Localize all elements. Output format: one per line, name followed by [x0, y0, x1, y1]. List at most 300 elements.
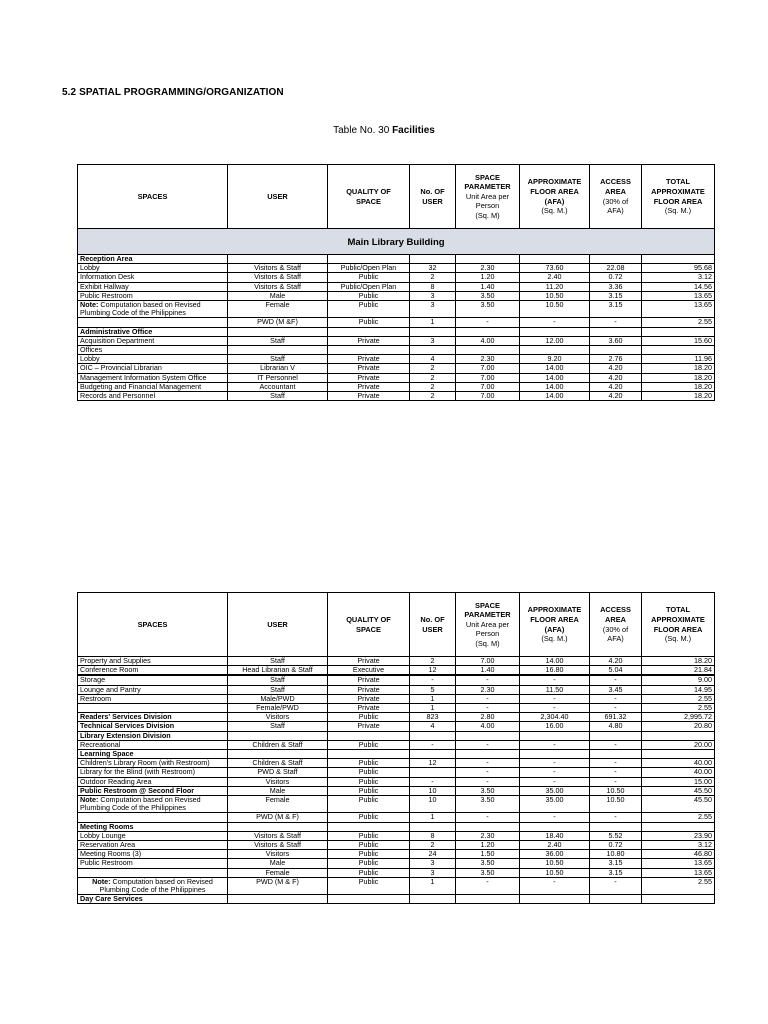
cell-quality: Public	[328, 859, 410, 868]
cell-space: Acquisition Department	[78, 336, 228, 345]
cell-no-of-user: 3	[410, 868, 456, 877]
cell-access-area: 10.50	[590, 786, 642, 795]
cell-afa: -	[520, 768, 590, 777]
cell-total: 2.55	[642, 704, 715, 713]
cell-no-of-user: 823	[410, 713, 456, 722]
cell-afa: 14.00	[520, 657, 590, 666]
table-row	[78, 273, 715, 282]
cell-space-parameter: -	[456, 759, 520, 768]
cell-total: 3.12	[642, 841, 715, 850]
cell-total: 13.65	[642, 868, 715, 877]
cell-space-parameter: -	[456, 318, 520, 327]
cell-no-of-user: 12	[410, 759, 456, 768]
cell-total: 40.00	[642, 768, 715, 777]
cell-access-area: 3.60	[590, 336, 642, 345]
cell-quality: Private	[328, 676, 410, 685]
cell-quality: Public	[328, 273, 410, 282]
cell-user: PWD (M &F)	[228, 318, 328, 327]
cell-quality: Executive	[328, 666, 410, 675]
cell-space-parameter: -	[456, 740, 520, 749]
cell-afa: 12.00	[520, 336, 590, 345]
cell-space: Note: Computation based on Revised Plumbing Code of the Philippines	[78, 301, 228, 318]
cell-user: Children & Staff	[228, 740, 328, 749]
cell-no-of-user: 2	[410, 841, 456, 850]
cell-space: Restroom	[78, 694, 228, 703]
cell-user: Staff	[228, 392, 328, 401]
cell-space: Administrative Office	[78, 327, 228, 336]
cell-user: PWD (M & F)	[228, 877, 328, 894]
cell-total	[642, 822, 715, 831]
cell-no-of-user: 2	[410, 382, 456, 391]
cell-quality	[328, 731, 410, 740]
cell-afa: 16.80	[520, 666, 590, 675]
cell-user: Visitors	[228, 777, 328, 786]
cell-space: Library Extension Division	[78, 731, 228, 740]
cell-total: 11.96	[642, 355, 715, 364]
cell-access-area: -	[590, 759, 642, 768]
cell-quality: Public	[328, 777, 410, 786]
cell-space-parameter	[456, 895, 520, 904]
cell-space: Library for the Blind (with Restroom)	[78, 768, 228, 777]
cell-space-parameter: 4.00	[456, 336, 520, 345]
table-row	[78, 392, 715, 401]
cell-space: Lounge and Pantry	[78, 685, 228, 694]
cell-afa: 10.50	[520, 301, 590, 318]
cell-afa: -	[520, 318, 590, 327]
cell-user: PWD (M & F)	[228, 813, 328, 822]
cell-space-parameter: 4.00	[456, 722, 520, 731]
cell-no-of-user: 3	[410, 301, 456, 318]
cell-space: Children's Library Room (with Restroom)	[78, 759, 228, 768]
cell-access-area: 3.15	[590, 291, 642, 300]
cell-space-parameter: 1.40	[456, 666, 520, 675]
cell-total: 23.90	[642, 831, 715, 840]
cell-total: 2.55	[642, 877, 715, 894]
table-row	[78, 327, 715, 336]
table-title	[0, 125, 768, 136]
header-access-area: ACCESS AREA (30% of AFA)	[590, 165, 642, 229]
cell-user: Visitors & Staff	[228, 831, 328, 840]
cell-no-of-user	[410, 327, 456, 336]
cell-space: Reservation Area	[78, 841, 228, 850]
cell-total: 13.65	[642, 291, 715, 300]
cell-space: OIC – Provincial Librarian	[78, 364, 228, 373]
cell-space	[78, 318, 228, 327]
cell-total: 18.20	[642, 382, 715, 391]
cell-space: Reception Area	[78, 255, 228, 264]
cell-space-parameter: 1.20	[456, 841, 520, 850]
cell-afa: -	[520, 740, 590, 749]
cell-afa: 2,304.40	[520, 713, 590, 722]
cell-user: Accountant	[228, 382, 328, 391]
cell-total: 45.50	[642, 786, 715, 795]
cell-access-area: 691.32	[590, 713, 642, 722]
cell-total: 3.12	[642, 273, 715, 282]
cell-access-area: -	[590, 740, 642, 749]
cell-quality: Private	[328, 685, 410, 694]
cell-space: Technical Services Division	[78, 722, 228, 731]
cell-space-parameter: -	[456, 704, 520, 713]
cell-no-of-user: 1	[410, 877, 456, 894]
cell-access-area: 4.20	[590, 382, 642, 391]
cell-user: Visitors	[228, 713, 328, 722]
table-row	[78, 282, 715, 291]
cell-no-of-user: 4	[410, 722, 456, 731]
cell-space-parameter: 2.80	[456, 713, 520, 722]
cell-space-parameter: 2.30	[456, 264, 520, 273]
table-row	[78, 796, 715, 813]
header-space-parameter: SPACE PARAMETER Unit Area per Person (Sq. M)	[456, 165, 520, 229]
cell-total: 14.56	[642, 282, 715, 291]
cell-access-area: 5.04	[590, 666, 642, 675]
cell-quality	[328, 822, 410, 831]
cell-no-of-user: 24	[410, 850, 456, 859]
cell-space: Exhibit Hallway	[78, 282, 228, 291]
cell-total: 2.55	[642, 813, 715, 822]
cell-total	[642, 731, 715, 740]
header-space-parameter: SPACE PARAMETER Unit Area per Person (Sq. M)	[456, 593, 520, 657]
cell-space-parameter: 3.50	[456, 859, 520, 868]
cell-quality: Private	[328, 382, 410, 391]
cell-access-area: 4.20	[590, 392, 642, 401]
cell-access-area: -	[590, 768, 642, 777]
cell-space-parameter: 3.50	[456, 796, 520, 813]
cell-no-of-user: 32	[410, 264, 456, 273]
cell-access-area: 10.50	[590, 796, 642, 813]
cell-afa: 14.00	[520, 373, 590, 382]
cell-no-of-user: 5	[410, 685, 456, 694]
cell-user: Visitors & Staff	[228, 282, 328, 291]
cell-quality: Private	[328, 373, 410, 382]
cell-afa	[520, 731, 590, 740]
cell-total: 14.95	[642, 685, 715, 694]
cell-afa: 18.40	[520, 831, 590, 840]
cell-quality: Private	[328, 722, 410, 731]
cell-space-parameter: -	[456, 768, 520, 777]
cell-space: Conference Room	[78, 666, 228, 675]
table-row	[78, 666, 715, 675]
cell-access-area: 4.80	[590, 722, 642, 731]
cell-afa: 36.00	[520, 850, 590, 859]
cell-quality: Public	[328, 850, 410, 859]
cell-access-area: 4.20	[590, 364, 642, 373]
cell-afa: 35.00	[520, 796, 590, 813]
cell-afa: 16.00	[520, 722, 590, 731]
cell-space-parameter: 2.30	[456, 831, 520, 840]
cell-space: Property and Supplies	[78, 657, 228, 666]
cell-no-of-user	[410, 731, 456, 740]
cell-afa: -	[520, 676, 590, 685]
cell-user	[228, 327, 328, 336]
cell-no-of-user: 1	[410, 318, 456, 327]
cell-total: 21.84	[642, 666, 715, 675]
cell-afa: -	[520, 777, 590, 786]
section-heading: 5.2 SPATIAL PROGRAMMING/ORGANIZATION	[62, 87, 284, 98]
cell-access-area	[590, 327, 642, 336]
table-row	[78, 694, 715, 703]
cell-space: Note: Computation based on Revised Plumbing Code of the Philippines	[78, 877, 228, 894]
cell-space	[78, 813, 228, 822]
table-row	[78, 868, 715, 877]
cell-no-of-user: 2	[410, 657, 456, 666]
band-row	[78, 229, 715, 255]
cell-total: 15.60	[642, 336, 715, 345]
cell-space-parameter: 7.00	[456, 657, 520, 666]
header-afa: APPROXIMATE FLOOR AREA (AFA) (Sq. M.)	[520, 593, 590, 657]
cell-quality: Public/Open Plan	[328, 282, 410, 291]
table-row	[78, 859, 715, 868]
cell-access-area: 4.20	[590, 657, 642, 666]
cell-quality: Public	[328, 831, 410, 840]
cell-access-area: 3.36	[590, 282, 642, 291]
cell-space: Recreational	[78, 740, 228, 749]
table-row	[78, 722, 715, 731]
cell-access-area: -	[590, 813, 642, 822]
cell-total: 20.00	[642, 740, 715, 749]
cell-space-parameter: 7.00	[456, 392, 520, 401]
cell-user	[228, 731, 328, 740]
cell-space: Learning Space	[78, 750, 228, 759]
cell-space: Budgeting and Financial Management	[78, 382, 228, 391]
cell-space-parameter	[456, 822, 520, 831]
cell-no-of-user: 4	[410, 355, 456, 364]
cell-space: Public Restroom @ Second Floor	[78, 786, 228, 795]
cell-access-area: -	[590, 704, 642, 713]
cell-afa: 10.50	[520, 291, 590, 300]
table-row	[78, 822, 715, 831]
cell-user: PWD & Staff	[228, 768, 328, 777]
table-name: Facilities	[392, 125, 435, 136]
cell-quality: Public	[328, 877, 410, 894]
cell-access-area: 0.72	[590, 273, 642, 282]
cell-afa: 11.50	[520, 685, 590, 694]
cell-space-parameter: 7.00	[456, 382, 520, 391]
cell-space: Meeting Rooms	[78, 822, 228, 831]
cell-user: Staff	[228, 685, 328, 694]
cell-total: 46.80	[642, 850, 715, 859]
table-row	[78, 373, 715, 382]
cell-total: 18.20	[642, 373, 715, 382]
cell-space-parameter: -	[456, 777, 520, 786]
cell-access-area: 3.15	[590, 859, 642, 868]
cell-quality: Public	[328, 796, 410, 813]
table-row	[78, 768, 715, 777]
cell-total: 45.50	[642, 796, 715, 813]
cell-user: Visitors & Staff	[228, 264, 328, 273]
cell-afa: 14.00	[520, 364, 590, 373]
cell-space: Day Care Services	[78, 895, 228, 904]
cell-quality: Public	[328, 301, 410, 318]
cell-quality: Public	[328, 768, 410, 777]
cell-afa	[520, 327, 590, 336]
cell-space-parameter: -	[456, 676, 520, 685]
cell-access-area: 3.15	[590, 301, 642, 318]
cell-no-of-user: -	[410, 777, 456, 786]
cell-quality: Public	[328, 841, 410, 850]
cell-user: Head Librarian & Staff	[228, 666, 328, 675]
cell-quality: Private	[328, 704, 410, 713]
cell-space-parameter: 3.50	[456, 786, 520, 795]
cell-user: Children & Staff	[228, 759, 328, 768]
cell-no-of-user: 12	[410, 666, 456, 675]
cell-no-of-user: 2	[410, 364, 456, 373]
cell-space: Storage	[78, 676, 228, 685]
header-row	[78, 593, 715, 657]
cell-afa: -	[520, 813, 590, 822]
cell-access-area	[590, 822, 642, 831]
cell-user: Female	[228, 796, 328, 813]
facilities-table-1	[77, 164, 715, 401]
cell-access-area: -	[590, 777, 642, 786]
table-row	[78, 813, 715, 822]
cell-space-parameter	[456, 327, 520, 336]
cell-user: Visitors & Staff	[228, 841, 328, 850]
cell-total	[642, 327, 715, 336]
cell-quality: Public/Open Plan	[328, 264, 410, 273]
cell-space-parameter	[456, 731, 520, 740]
cell-user: Staff	[228, 722, 328, 731]
cell-total: 2.55	[642, 694, 715, 703]
cell-no-of-user: 1	[410, 813, 456, 822]
cell-total: 15.00	[642, 777, 715, 786]
cell-space-parameter: -	[456, 694, 520, 703]
cell-no-of-user: 10	[410, 786, 456, 795]
cell-total: 18.20	[642, 392, 715, 401]
cell-space-parameter: 2.30	[456, 355, 520, 364]
cell-access-area: 5.52	[590, 831, 642, 840]
cell-user: Male	[228, 291, 328, 300]
cell-quality: Public	[328, 786, 410, 795]
table-row	[78, 364, 715, 373]
cell-space: Public Restroom	[78, 291, 228, 300]
header-no-of-user: No. OF USER	[410, 593, 456, 657]
cell-user: Male	[228, 859, 328, 868]
table-row	[78, 336, 715, 345]
cell-space: Offices	[78, 346, 228, 355]
cell-afa: 35.00	[520, 786, 590, 795]
cell-quality: Public	[328, 318, 410, 327]
cell-quality: Private	[328, 657, 410, 666]
cell-afa: 14.00	[520, 392, 590, 401]
facilities-table-2	[77, 592, 715, 904]
cell-quality: Private	[328, 392, 410, 401]
cell-quality: Private	[328, 336, 410, 345]
cell-total: 20.80	[642, 722, 715, 731]
table-row	[78, 740, 715, 749]
cell-access-area	[590, 731, 642, 740]
cell-no-of-user: 2	[410, 392, 456, 401]
cell-afa: -	[520, 694, 590, 703]
cell-total: 13.65	[642, 859, 715, 868]
cell-space: Public Restroom	[78, 859, 228, 868]
cell-afa	[520, 895, 590, 904]
cell-quality: Public	[328, 759, 410, 768]
cell-total: 2.55	[642, 318, 715, 327]
cell-access-area: -	[590, 694, 642, 703]
cell-quality: Public	[328, 868, 410, 877]
cell-afa: -	[520, 877, 590, 894]
cell-afa: 10.50	[520, 868, 590, 877]
header-row	[78, 165, 715, 229]
cell-afa: 9.20	[520, 355, 590, 364]
cell-access-area: 0.72	[590, 841, 642, 850]
table-row	[78, 877, 715, 894]
table-row	[78, 301, 715, 318]
cell-user: Female	[228, 301, 328, 318]
header-no-of-user: No. OF USER	[410, 165, 456, 229]
cell-space-parameter: 3.50	[456, 301, 520, 318]
cell-quality	[328, 327, 410, 336]
cell-space-parameter: 1.50	[456, 850, 520, 859]
cell-space-parameter: 1.40	[456, 282, 520, 291]
cell-total: 2,995.72	[642, 713, 715, 722]
cell-afa: 73.60	[520, 264, 590, 273]
cell-space: Readers' Services Division	[78, 713, 228, 722]
cell-user	[228, 822, 328, 831]
header-user: USER	[228, 593, 328, 657]
cell-no-of-user: 2	[410, 373, 456, 382]
cell-quality: Private	[328, 694, 410, 703]
cell-afa: 10.50	[520, 859, 590, 868]
table-row	[78, 318, 715, 327]
table-row	[78, 731, 715, 740]
cell-total: 95.68	[642, 264, 715, 273]
cell-space: Lobby	[78, 264, 228, 273]
cell-no-of-user	[410, 822, 456, 831]
cell-no-of-user: 1	[410, 704, 456, 713]
cell-access-area: -	[590, 676, 642, 685]
cell-access-area	[590, 895, 642, 904]
cell-space-parameter: 3.50	[456, 291, 520, 300]
cell-space: Lobby Lounge	[78, 831, 228, 840]
cell-no-of-user: -	[410, 740, 456, 749]
header-total: TOTAL APPROXIMATE FLOOR AREA (Sq. M.)	[642, 593, 715, 657]
table-row	[78, 895, 715, 904]
band-title: Main Library Building	[78, 229, 715, 255]
cell-no-of-user: 2	[410, 273, 456, 282]
cell-afa: 14.00	[520, 382, 590, 391]
cell-user: Visitors & Staff	[228, 273, 328, 282]
cell-space-parameter: 2.30	[456, 685, 520, 694]
cell-space-parameter: 3.50	[456, 868, 520, 877]
cell-quality: Private	[328, 364, 410, 373]
cell-quality: Public	[328, 813, 410, 822]
cell-no-of-user: -	[410, 676, 456, 685]
table-number: Table No. 30	[333, 125, 393, 136]
cell-afa	[520, 822, 590, 831]
cell-total: 13.65	[642, 301, 715, 318]
cell-access-area: -	[590, 877, 642, 894]
cell-space: Meeting Rooms (3)	[78, 850, 228, 859]
header-spaces: SPACES	[78, 593, 228, 657]
cell-no-of-user: 1	[410, 694, 456, 703]
cell-no-of-user	[410, 895, 456, 904]
cell-quality: Private	[328, 355, 410, 364]
header-access-area: ACCESS AREA (30% of AFA)	[590, 593, 642, 657]
header-quality: QUALITY OF SPACE	[328, 165, 410, 229]
cell-space: Lobby	[78, 355, 228, 364]
cell-user: Staff	[228, 676, 328, 685]
cell-user: Female	[228, 868, 328, 877]
cell-space: Records and Personnel	[78, 392, 228, 401]
cell-access-area: -	[590, 318, 642, 327]
cell-quality: Public	[328, 740, 410, 749]
cell-space: Outdoor Reading Area	[78, 777, 228, 786]
header-afa: APPROXIMATE FLOOR AREA (AFA) (Sq. M.)	[520, 165, 590, 229]
cell-total: 40.00	[642, 759, 715, 768]
cell-user: Librarian V	[228, 364, 328, 373]
cell-user: Male/PWD	[228, 694, 328, 703]
